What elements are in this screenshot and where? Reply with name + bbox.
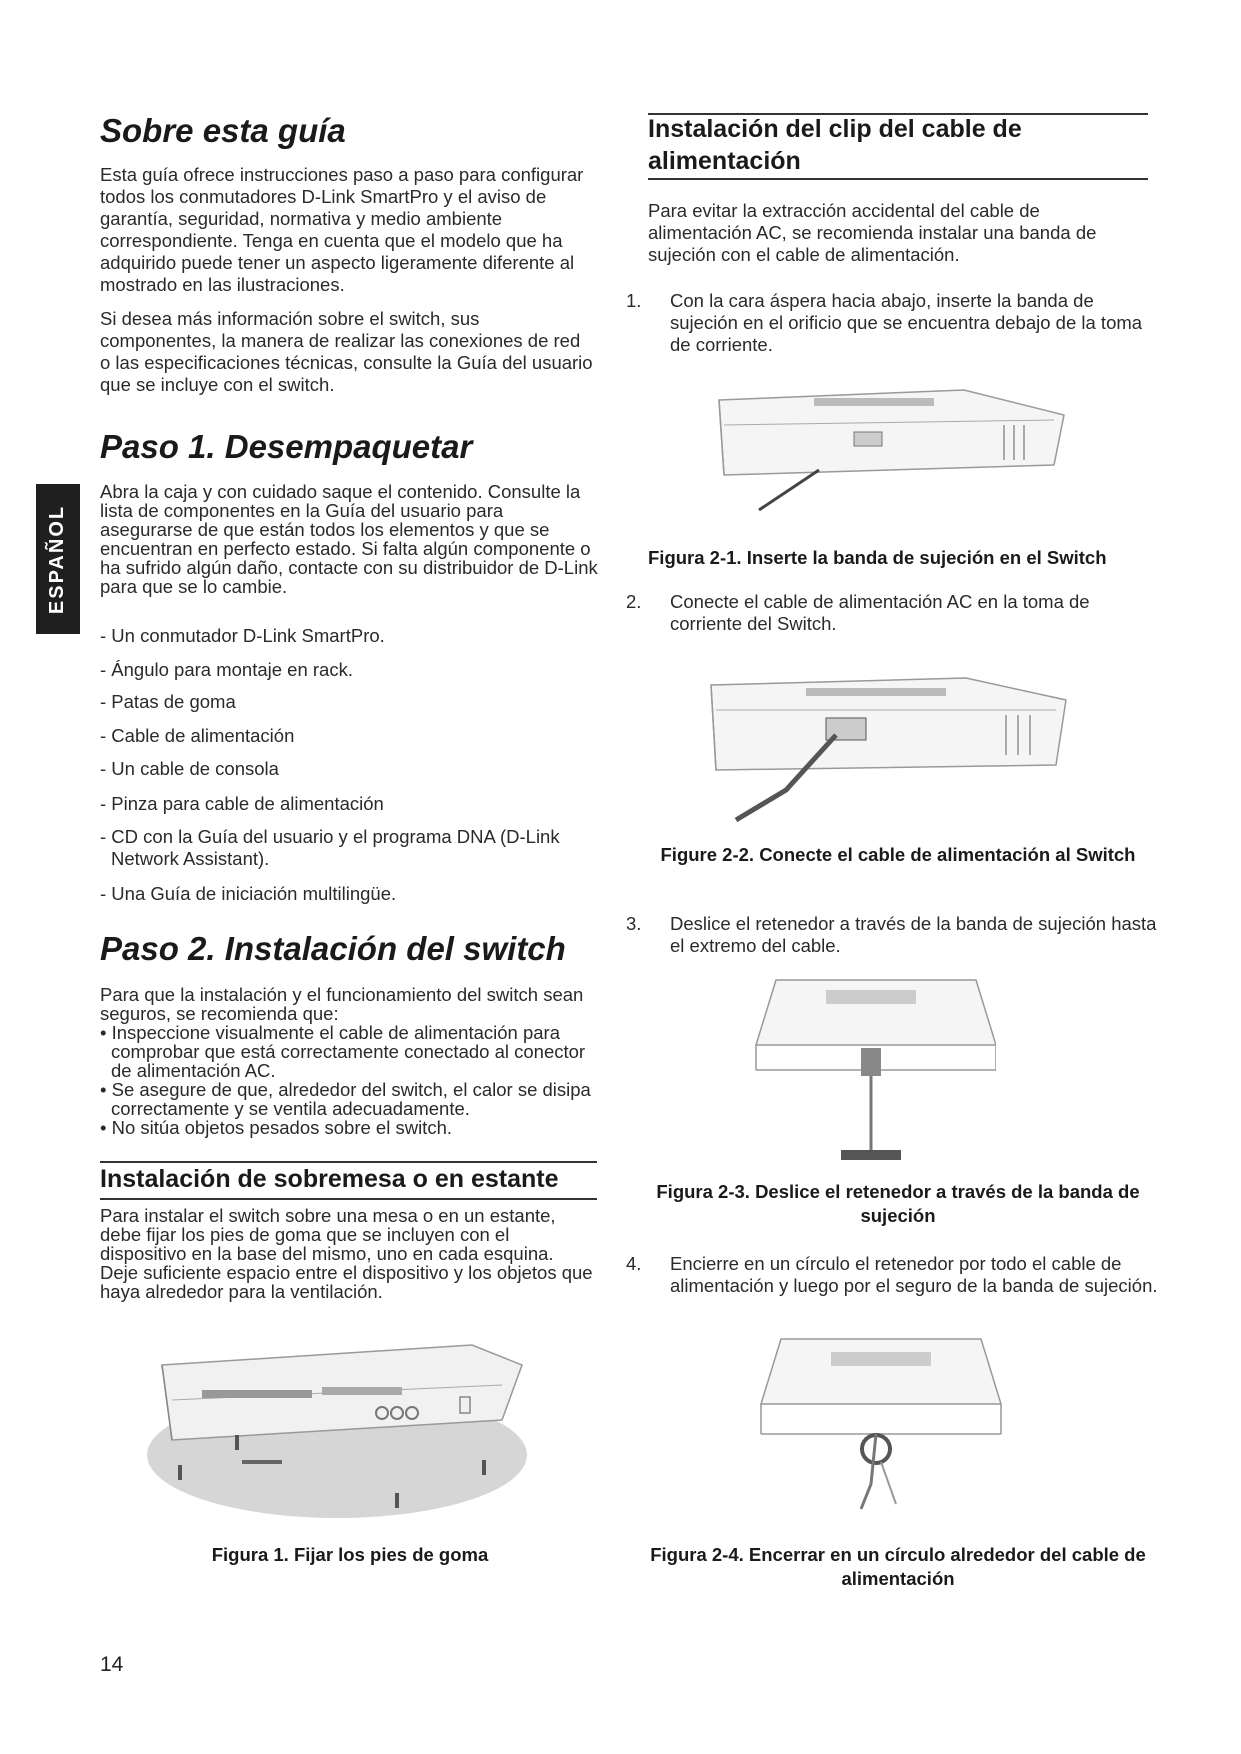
- clip-step-text: Conecte el cable de alimentación AC en la toma de corriente del Switch.: [670, 591, 1090, 634]
- component-item: - Cable de alimentación: [100, 725, 295, 746]
- component-item: - CD con la Guía del usuario y el programa DNA (D-Link Network Assistant).: [100, 826, 560, 869]
- about-title: Sobre esta guía: [100, 112, 346, 149]
- heading-rule-bottom: [100, 1198, 597, 1200]
- install-bullet: • Se asegure de que, alrededor del switch, el calor se disipa correctamente y se ventila adecuadamente.: [100, 1079, 591, 1119]
- component-item: - Una Guía de iniciación multilingüe.: [100, 883, 397, 904]
- step2-title: Paso 2. Instalación del switch: [100, 930, 566, 967]
- clip-step-number: 3.: [626, 913, 642, 934]
- component-item: - Patas de goma: [100, 691, 236, 712]
- desktop-install-heading: Instalación de sobremesa o en estante: [100, 1165, 559, 1193]
- language-side-tab: [36, 484, 80, 634]
- figure-2-1-caption: Figura 2-1. Inserte la banda de sujeción en el Switch: [648, 547, 1107, 568]
- install-bullet: • Inspeccione visualmente el cable de alimentación para comprobar que está correctamente conectado al conector de alimentación AC.: [100, 1022, 586, 1081]
- heading-rule-bottom: [648, 178, 1148, 180]
- install-bullet: • No sitúa objetos pesados sobre el switch.: [100, 1117, 452, 1138]
- clip-step-text: Con la cara áspera hacia abajo, inserte la banda de sujeción en el orificio que se encuentra debajo de la toma de corriente.: [670, 290, 1143, 355]
- clip-step-3: [626, 913, 1165, 957]
- figure-insert-band: [704, 380, 1074, 530]
- clip-step-1: [626, 290, 1165, 356]
- clip-step-text: Encierre en un círculo el retenedor por todo el cable de alimentación y luego por el seguro de la banda de sujeción.: [670, 1253, 1158, 1296]
- language-tab-label: ESPAÑOL: [46, 504, 69, 614]
- clip-step-number: 1.: [626, 290, 642, 311]
- desktop-install-text: Para instalar el switch sobre una mesa o en un estante, debe fijar los pies de goma que se incluyen con el dispositivo en la base del mismo, uno en cada esquina. Deje suficiente espacio entre el dispositivo y los objetos que haya alrededor para la ventilación.: [100, 1205, 593, 1302]
- figure-2-4-caption: Figura 2-4. Encerrar en un círculo alrededor del cable de alimentación: [650, 1544, 1146, 1589]
- figure-2-2-caption: Figure 2-2. Conecte el cable de alimentación al Switch: [660, 844, 1136, 865]
- clip-step-4: [626, 1253, 1165, 1297]
- about-paragraph-2: Si desea más información sobre el switch, sus componentes, la manera de realizar las conexiones de red o las especificaciones técnicas, consulte la Guía del usuario que se incluye con el switch.: [100, 308, 593, 395]
- figure-connect-cable: [696, 670, 1076, 830]
- step1-intro: Abra la caja y con cuidado saque el contenido. Consulte la lista de componentes en la Guía del usuario para asegurarse de que están todos los elementos y que se encuentran en perfecto estado. Si falta algún componente o ha sufrido algún daño, contacte con su distribuidor de D-Link para que se lo cambie.: [100, 481, 598, 597]
- clip-step-text: Deslice el retenedor a través de la banda de sujeción hasta el extremo del cable.: [670, 913, 1157, 956]
- component-item: - Pinza para cable de alimentación: [100, 793, 384, 814]
- power-clip-intro: Para evitar la extracción accidental del cable de alimentación AC, se recomienda instalar una banda de sujeción con el cable de alimentación.: [648, 200, 1097, 265]
- clip-step-number: 2.: [626, 591, 642, 612]
- about-paragraph-1: Esta guía ofrece instrucciones paso a paso para configurar todos los conmutadores D-Link SmartPro y el aviso de garantía, seguridad, normativa y medio ambiente correspondiente. Tenga en cuenta que el modelo que ha adquirido puede tener un aspecto ligeramente diferente al mostrado en las ilustraciones.: [100, 164, 584, 295]
- clip-step-number: 4.: [626, 1253, 642, 1274]
- figure-rubber-feet: [142, 1325, 542, 1525]
- page-number: 14: [100, 1653, 124, 1676]
- figure-1-caption: Figura 1. Fijar los pies de goma: [211, 1544, 489, 1565]
- component-item: - Ángulo para montaje en rack.: [100, 659, 353, 680]
- component-item: - Un conmutador D-Link SmartPro.: [100, 625, 385, 646]
- step1-title: Paso 1. Desempaquetar: [100, 428, 473, 465]
- figure-2-3-caption: Figura 2-3. Deslice el retenedor a través de la banda de sujeción: [656, 1181, 1140, 1226]
- figure-circle-cable: [756, 1334, 1006, 1514]
- step2-intro: Para que la instalación y el funcionamiento del switch sean seguros, se recomienda que:: [100, 984, 584, 1024]
- power-clip-heading: Instalación del clip del cable de alimentación: [648, 115, 1022, 175]
- clip-step-2: [626, 591, 1165, 635]
- figure-slide-retainer: [746, 970, 996, 1170]
- component-item: - Un cable de consola: [100, 758, 279, 779]
